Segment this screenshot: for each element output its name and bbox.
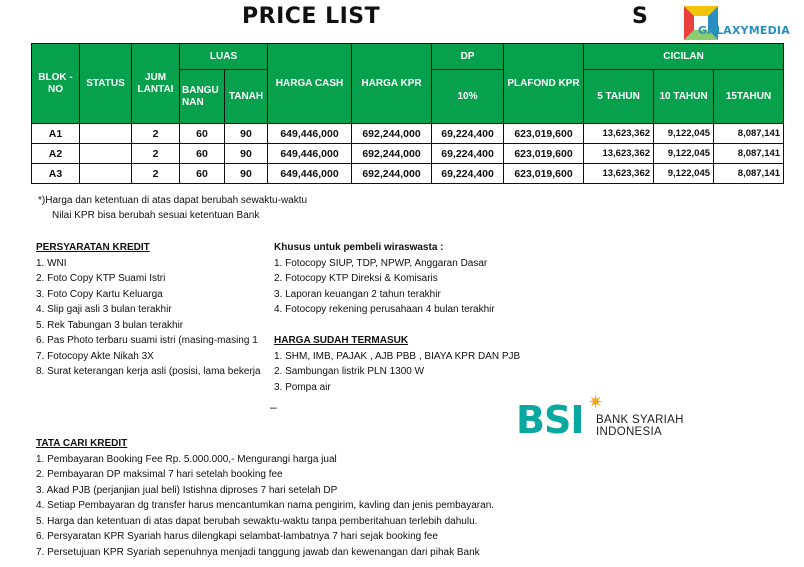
tata-cara-kredit-title: TATA CARI KREDIT bbox=[36, 438, 128, 449]
wiraswasta-title: Khusus untuk pembeli wiraswasta : bbox=[274, 242, 444, 253]
header-status: STATUS bbox=[80, 44, 132, 124]
cell-cicilan-5: 13,623,362 bbox=[584, 164, 654, 184]
cell-cicilan-10: 9,122,045 bbox=[654, 124, 714, 144]
persyaratan-kredit-section bbox=[36, 240, 272, 380]
cell-dp: 69,224,400 bbox=[432, 144, 504, 164]
header-cicilan: CICILAN bbox=[584, 44, 784, 70]
list-item: 4. Fotocopy rekening perusahaan 4 bulan terakhir bbox=[274, 304, 495, 315]
cell-cicilan-5: 13,623,362 bbox=[584, 124, 654, 144]
cell-cicilan-15: 8,087,141 bbox=[714, 164, 784, 184]
list-item: 4. Setiap Pembayaran dg transfer harus mencantumkan nama pengirim, kavling dan jenis pembayaran. bbox=[36, 500, 495, 511]
tata-cara-kredit-section bbox=[36, 436, 556, 560]
header-luas: LUAS bbox=[180, 44, 268, 70]
dash-mark: – bbox=[270, 400, 277, 414]
list-item: 6. Persyaratan KPR Syariah harus dilengkapi selambat-lambatnya 7 hari sejak booking fee bbox=[36, 531, 438, 542]
list-item: 5. Harga dan ketentuan di atas dapat berubah sewaktu-waktu tanpa pemberitahuan terlebih dahulu. bbox=[36, 515, 478, 527]
bsi-name-line: INDONESIA bbox=[596, 426, 662, 438]
cell-tanah: 90 bbox=[225, 124, 268, 144]
list-item: 1. SHM, IMB, PAJAK , AJB PBB , BIAYA KPR DAN PJB bbox=[274, 350, 521, 362]
cell-dp: 69,224,400 bbox=[432, 124, 504, 144]
cell-dp: 69,224,400 bbox=[432, 164, 504, 184]
cell-blok: A2 bbox=[32, 144, 80, 164]
cell-plafond: 623,019,600 bbox=[504, 164, 584, 184]
cell-lantai: 2 bbox=[132, 164, 180, 184]
list-item: 1. Fotocopy SIUP, TDP, NPWP, Anggaran Dasar bbox=[274, 257, 488, 269]
persyaratan-kredit-title: PERSYARATAN KREDIT bbox=[36, 242, 150, 253]
list-item: 1. Pembayaran Booking Fee Rp. 5.000.000,- Mengurangi harga jual bbox=[36, 453, 337, 465]
bsi-name-line: BANK SYARIAH bbox=[596, 414, 684, 426]
cell-tanah: 90 bbox=[225, 144, 268, 164]
cell-blok: A1 bbox=[32, 124, 80, 144]
cell-lantai: 2 bbox=[132, 124, 180, 144]
list-item: 7. Persetujuan KPR Syariah sepenuhnya menjadi tanggung jawab dan kewenangan dari pihak Bank bbox=[36, 546, 480, 558]
list-item: 2. Fotocopy KTP Direksi & Komisaris bbox=[274, 273, 438, 284]
list-item: 6. Pas Photo terbaru suami istri (masing-masing 1 bbox=[36, 335, 258, 346]
wiraswasta-section bbox=[274, 240, 574, 318]
header-harga-cash: HARGA CASH bbox=[268, 44, 352, 124]
list-item: 2. Foto Copy KTP Suami Istri bbox=[36, 273, 166, 284]
title-fragment: S bbox=[632, 4, 648, 29]
cell-status bbox=[80, 164, 132, 184]
cell-harga-kpr: 692,244,000 bbox=[352, 144, 432, 164]
header-10-tahun: 10 TAHUN bbox=[654, 70, 714, 124]
header-dp-pct: 10% bbox=[432, 70, 504, 124]
list-item: 7. Fotocopy Akte Nikah 3X bbox=[36, 350, 154, 362]
bsi-logo-letters: BSI bbox=[516, 398, 584, 442]
cell-plafond: 623,019,600 bbox=[504, 124, 584, 144]
header-harga-kpr: HARGA KPR bbox=[352, 44, 432, 124]
cell-bangunan: 60 bbox=[180, 164, 225, 184]
header-15-tahun: 15TAHUN bbox=[714, 70, 784, 124]
header-dp: DP bbox=[432, 44, 504, 70]
cell-cicilan-10: 9,122,045 bbox=[654, 144, 714, 164]
harga-termasuk-section bbox=[274, 333, 574, 395]
galaxymedia-logo-text: GALAXYMEDIA bbox=[698, 24, 790, 37]
table-row bbox=[32, 144, 784, 164]
header-5-tahun: 5 TAHUN bbox=[584, 70, 654, 124]
star-icon: ✷ bbox=[588, 392, 604, 412]
cell-plafond: 623,019,600 bbox=[504, 144, 584, 164]
cell-cicilan-5: 13,623,362 bbox=[584, 144, 654, 164]
list-item: 5. Rek Tabungan 3 bulan terakhir bbox=[36, 319, 184, 331]
list-item: 3. Akad PJB (perjanjian jual beli) Istishna diproses 7 hari setelah DP bbox=[36, 484, 338, 496]
note-line: Nilai KPR bisa berubah sesuai ketentuan Bank bbox=[52, 210, 260, 221]
list-item: 3. Laporan keuangan 2 tahun terakhir bbox=[274, 288, 441, 300]
list-item: 1. WNI bbox=[36, 257, 67, 269]
cell-harga-cash: 649,446,000 bbox=[268, 124, 352, 144]
harga-termasuk-title: HARGA SUDAH TERMASUK bbox=[274, 335, 409, 346]
price-notes bbox=[38, 193, 307, 223]
header-bangunan: BANGU NAN bbox=[180, 70, 225, 124]
cell-status bbox=[80, 144, 132, 164]
list-item: 3. Pompa air bbox=[274, 381, 331, 393]
cell-bangunan: 60 bbox=[180, 124, 225, 144]
bsi-logo-name bbox=[596, 414, 684, 438]
cell-status bbox=[80, 124, 132, 144]
list-item: 8. Surat keterangan kerja asli (posisi, lama bekerja bbox=[36, 366, 261, 377]
price-table bbox=[31, 43, 784, 184]
cell-tanah: 90 bbox=[225, 164, 268, 184]
cell-cicilan-15: 8,087,141 bbox=[714, 144, 784, 164]
cell-lantai: 2 bbox=[132, 144, 180, 164]
note-line: *)Harga dan ketentuan di atas dapat berubah sewaktu-waktu bbox=[38, 195, 308, 206]
header-blok: BLOK - NO bbox=[32, 44, 80, 124]
table-row bbox=[32, 164, 784, 184]
cell-cicilan-15: 8,087,141 bbox=[714, 124, 784, 144]
cell-blok: A3 bbox=[32, 164, 80, 184]
cell-cicilan-10: 9,122,045 bbox=[654, 164, 714, 184]
cell-harga-kpr: 692,244,000 bbox=[352, 164, 432, 184]
cell-harga-cash: 649,446,000 bbox=[268, 164, 352, 184]
cell-harga-kpr: 692,244,000 bbox=[352, 124, 432, 144]
galaxymedia-logo bbox=[684, 6, 800, 44]
list-item: 2. Sambungan listrik PLN 1300 W bbox=[274, 366, 425, 377]
header-plafond: PLAFOND KPR bbox=[504, 44, 584, 124]
table-row bbox=[32, 124, 784, 144]
cell-harga-cash: 649,446,000 bbox=[268, 144, 352, 164]
list-item: 3. Foto Copy Kartu Keluarga bbox=[36, 288, 163, 300]
page-title: PRICE LIST bbox=[242, 4, 381, 29]
list-item: 2. Pembayaran DP maksimal 7 hari setelah booking fee bbox=[36, 469, 283, 480]
header-tanah: TANAH bbox=[225, 70, 268, 124]
cell-bangunan: 60 bbox=[180, 144, 225, 164]
header-jum-lantai: JUM LANTAI bbox=[132, 44, 180, 124]
list-item: 4. Slip gaji asli 3 bulan terakhir bbox=[36, 304, 172, 315]
